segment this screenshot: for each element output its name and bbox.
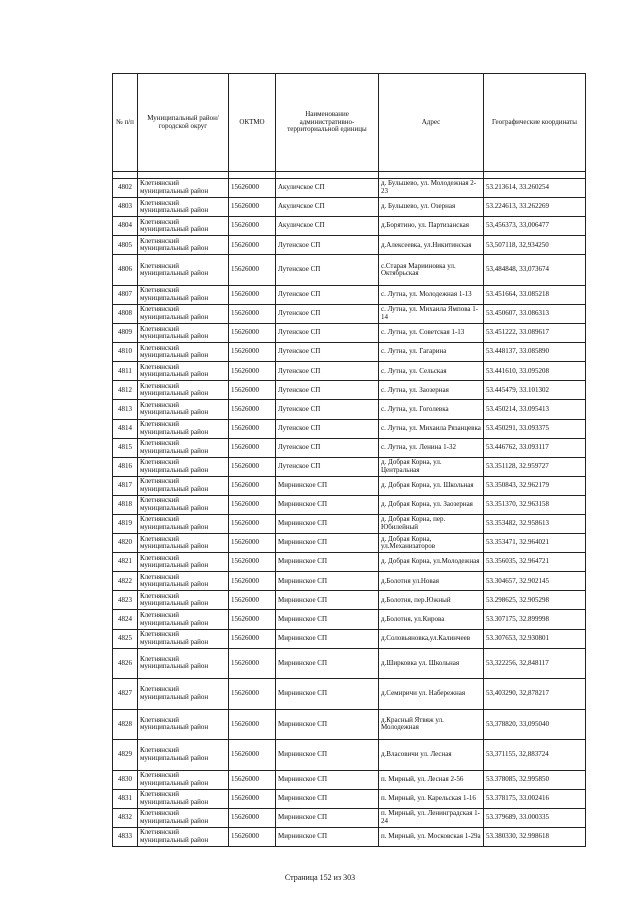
cell-municipal-district: Клетнянский муниципальный район [138, 476, 229, 495]
table-row [113, 534, 586, 553]
cell-address: д. Добрая Корна, ул. Школьная [379, 476, 484, 495]
cell-address: д. Добрая Корна, ул. Заозерная [379, 495, 484, 514]
cell-admin-unit: Мирнинское СП [276, 591, 379, 610]
cell-oktmo: 15626000 [229, 457, 276, 476]
cell-admin-unit: Лутенское СП [276, 304, 379, 323]
cell-address: д. Бульшево, ул. Молодежная 2-23 [379, 179, 484, 198]
cell-municipal-district: Клетнянский муниципальный район [138, 236, 229, 255]
cell-number: 4828 [113, 709, 138, 740]
cell-number: 4804 [113, 217, 138, 236]
cell-admin-unit: Мирнинское СП [276, 679, 379, 710]
cell-coordinates: 53,507118, 32,934250 [484, 236, 586, 255]
cell-number: 4809 [113, 324, 138, 343]
cell-coordinates: 53.353471, 32.964021 [484, 534, 586, 553]
cell-coordinates: 53.446762, 33.093117 [484, 438, 586, 457]
cell-oktmo: 15626000 [229, 236, 276, 255]
header-number: № п/п [113, 74, 138, 172]
cell-admin-unit: Мирнинское СП [276, 610, 379, 629]
cell-admin-unit: Мирнинское СП [276, 534, 379, 553]
cell-municipal-district: Клетнянский муниципальный район [138, 324, 229, 343]
cell-admin-unit: Мирнинское СП [276, 808, 379, 827]
cell-oktmo: 15626000 [229, 515, 276, 534]
cell-oktmo: 15626000 [229, 255, 276, 286]
table-row [113, 324, 586, 343]
cell-oktmo: 15626000 [229, 438, 276, 457]
cell-coordinates: 53.378085, 32.995850 [484, 770, 586, 789]
cell-admin-unit: Мирнинское СП [276, 770, 379, 789]
cell-coordinates: 53.445479, 33.101302 [484, 381, 586, 400]
table-row [113, 679, 586, 710]
table-row [113, 381, 586, 400]
cell-coordinates: 53.451664, 33.085218 [484, 285, 586, 304]
cell-oktmo: 15626000 [229, 381, 276, 400]
cell-coordinates: 53.224613, 33.262269 [484, 198, 586, 217]
cell-admin-unit: Лутенское СП [276, 457, 379, 476]
cell-oktmo: 15626000 [229, 179, 276, 198]
header-admin-unit: Наименование административно-территориальной единицы [276, 74, 379, 172]
cell-coordinates: 53.450291, 33.093375 [484, 419, 586, 438]
cell-number: 4823 [113, 591, 138, 610]
cell-admin-unit: Мирнинское СП [276, 476, 379, 495]
cell-admin-unit: Лутенское СП [276, 419, 379, 438]
cell-address: п. Мирный, ул. Ленинградская 1-24 [379, 808, 484, 827]
cell-admin-unit: Мирнинское СП [276, 648, 379, 679]
cell-oktmo: 15626000 [229, 198, 276, 217]
cell-admin-unit: Мирнинское СП [276, 495, 379, 514]
table-row [113, 343, 586, 362]
cell-number: 4816 [113, 457, 138, 476]
cell-number: 4813 [113, 400, 138, 419]
cell-coordinates: 53.356035, 32.964721 [484, 553, 586, 572]
cell-number: 4810 [113, 343, 138, 362]
cell-number: 4803 [113, 198, 138, 217]
cell-number: 4806 [113, 255, 138, 286]
cell-municipal-district: Клетнянский муниципальный район [138, 610, 229, 629]
cell-address: д.Болотня ул.Новая [379, 572, 484, 591]
cell-address: п. Мирный, ул. Лесная 2-56 [379, 770, 484, 789]
cell-coordinates: 53.351128, 32.959727 [484, 457, 586, 476]
table-row [113, 591, 586, 610]
table-row [113, 648, 586, 679]
cell-number: 4814 [113, 419, 138, 438]
cell-oktmo: 15626000 [229, 648, 276, 679]
cell-admin-unit: Мирнинское СП [276, 629, 379, 648]
header-coordinates: Географические координаты [484, 74, 586, 172]
cell-oktmo: 15626000 [229, 419, 276, 438]
cell-number: 4822 [113, 572, 138, 591]
table-row [113, 495, 586, 514]
table-row [113, 217, 586, 236]
table-row [113, 304, 586, 323]
cell-admin-unit: Мирнинское СП [276, 789, 379, 808]
cell-address: с. Лутна, ул. Гоголевка [379, 400, 484, 419]
cell-coordinates: 53.304657, 32.902145 [484, 572, 586, 591]
cell-coordinates: 53,484848, 33,073674 [484, 255, 586, 286]
cell-address: д.Болотня, пер.Южный [379, 591, 484, 610]
table-row [113, 572, 586, 591]
cell-coordinates: 53.451222, 33.089617 [484, 324, 586, 343]
cell-address: с. Лутна, ул. Молодежная 1-13 [379, 285, 484, 304]
cell-number: 4812 [113, 381, 138, 400]
cell-address: с. Лутна, ул. Заозерная [379, 381, 484, 400]
cell-number: 4818 [113, 495, 138, 514]
cell-oktmo: 15626000 [229, 304, 276, 323]
cell-address: д.Красный Ятвяж ул. Молодежная [379, 709, 484, 740]
cell-admin-unit: Мирнинское СП [276, 740, 379, 771]
cell-number: 4832 [113, 808, 138, 827]
header-oktmo: ОКТМО [229, 74, 276, 172]
cell-municipal-district: Клетнянский муниципальный район [138, 419, 229, 438]
table-row [113, 362, 586, 381]
cell-municipal-district: Клетнянский муниципальный район [138, 255, 229, 286]
cell-municipal-district: Клетнянский муниципальный район [138, 179, 229, 198]
cell-coordinates: 53,371155, 32,883724 [484, 740, 586, 771]
cell-address: д. Добрая Корна, ул.Механизаторов [379, 534, 484, 553]
cell-number: 4821 [113, 553, 138, 572]
cell-coordinates: 53.378175, 33.002416 [484, 789, 586, 808]
table-row [113, 198, 586, 217]
cell-admin-unit: Лутенское СП [276, 400, 379, 419]
cell-municipal-district: Клетнянский муниципальный район [138, 362, 229, 381]
cell-oktmo: 15626000 [229, 679, 276, 710]
table-row [113, 789, 586, 808]
table-row [113, 629, 586, 648]
cell-municipal-district: Клетнянский муниципальный район [138, 553, 229, 572]
page-number: Страница 152 из 303 [284, 873, 356, 882]
cell-coordinates: 53.450214, 33.095413 [484, 400, 586, 419]
cell-municipal-district: Клетнянский муниципальный район [138, 827, 229, 846]
cell-municipal-district: Клетнянский муниципальный район [138, 572, 229, 591]
cell-address: д. Добрая Корна, ул.Молодежная [379, 553, 484, 572]
cell-municipal-district: Клетнянский муниципальный район [138, 740, 229, 771]
table-header-row [113, 74, 586, 172]
table-row [113, 285, 586, 304]
cell-number: 4817 [113, 476, 138, 495]
cell-number: 4833 [113, 827, 138, 846]
cell-coordinates: 53.307175, 32.899998 [484, 610, 586, 629]
cell-municipal-district: Клетнянский муниципальный район [138, 438, 229, 457]
cell-address: д.Соловьяновка,ул.Калинчеев [379, 629, 484, 648]
cell-coordinates: 53.379689, 33.000335 [484, 808, 586, 827]
cell-number: 4815 [113, 438, 138, 457]
cell-address: д.Болотня, ул.Кирова [379, 610, 484, 629]
table-row [113, 457, 586, 476]
cell-oktmo: 15626000 [229, 709, 276, 740]
cell-coordinates: 53,378820, 33,095040 [484, 709, 586, 740]
cell-address: д.Власовичи ул. Лесная [379, 740, 484, 771]
cell-oktmo: 15626000 [229, 827, 276, 846]
table-row [113, 255, 586, 286]
cell-municipal-district: Клетнянский муниципальный район [138, 285, 229, 304]
cell-oktmo: 15626000 [229, 610, 276, 629]
cell-admin-unit: Лутенское СП [276, 381, 379, 400]
cell-municipal-district: Клетнянский муниципальный район [138, 304, 229, 323]
cell-municipal-district: Клетнянский муниципальный район [138, 770, 229, 789]
cell-address: д.Ширковка ул. Школьная [379, 648, 484, 679]
cell-coordinates: 53.450607, 33.086313 [484, 304, 586, 323]
table-row [113, 770, 586, 789]
cell-address: д. Добрая Корна, пер. Юбилейный [379, 515, 484, 534]
cell-number: 4830 [113, 770, 138, 789]
cell-address: с. Лутна, ул. Советская 1-13 [379, 324, 484, 343]
cell-address: п. Мирный, ул. Московская 1-29а [379, 827, 484, 846]
cell-oktmo: 15626000 [229, 629, 276, 648]
cell-coordinates: 53.441610, 33.095208 [484, 362, 586, 381]
cell-coordinates: 53.380330, 32.998618 [484, 827, 586, 846]
cell-address: с. Лутна, ул. Михаила Ямпова 1-14 [379, 304, 484, 323]
cell-municipal-district: Клетнянский муниципальный район [138, 629, 229, 648]
table-row [113, 476, 586, 495]
cell-number: 4820 [113, 534, 138, 553]
cell-coordinates: 53.213614, 33.260254 [484, 179, 586, 198]
cell-coordinates: 53.307653, 32.930801 [484, 629, 586, 648]
cell-address: с. Лутна, ул. Гагарина [379, 343, 484, 362]
cell-number: 4831 [113, 789, 138, 808]
cell-coordinates: 53,403290, 32,878217 [484, 679, 586, 710]
cell-municipal-district: Клетнянский муниципальный район [138, 381, 229, 400]
cell-admin-unit: Лутенское СП [276, 362, 379, 381]
cell-admin-unit: Лутенское СП [276, 285, 379, 304]
table-row [113, 740, 586, 771]
cell-number: 4819 [113, 515, 138, 534]
table-row [113, 419, 586, 438]
cell-coordinates: 53.351370, 32.963158 [484, 495, 586, 514]
cell-municipal-district: Клетнянский муниципальный район [138, 534, 229, 553]
header-municipal-district: Муниципальный район/городской округ [138, 74, 229, 172]
table-row [113, 610, 586, 629]
cell-admin-unit: Лутенское СП [276, 255, 379, 286]
cell-oktmo: 15626000 [229, 362, 276, 381]
table-row [113, 709, 586, 740]
cell-oktmo: 15626000 [229, 285, 276, 304]
cell-number: 4827 [113, 679, 138, 710]
cell-municipal-district: Клетнянский муниципальный район [138, 515, 229, 534]
cell-admin-unit: Мирнинское СП [276, 572, 379, 591]
cell-admin-unit: Лутенское СП [276, 343, 379, 362]
cell-address: с. Лутна, ул. Ленина 1-32 [379, 438, 484, 457]
table-row [113, 438, 586, 457]
cell-oktmo: 15626000 [229, 400, 276, 419]
cell-address: д. Бульшево, ул. Озерная [379, 198, 484, 217]
table-row [113, 236, 586, 255]
cell-address: д.Алексеевка, ул.Никитинская [379, 236, 484, 255]
cell-municipal-district: Клетнянский муниципальный район [138, 808, 229, 827]
cell-coordinates: 53.448137, 33.085890 [484, 343, 586, 362]
table-row [113, 179, 586, 198]
cell-coordinates: 53,322256, 32,848117 [484, 648, 586, 679]
address-register-table [112, 73, 586, 847]
cell-number: 4825 [113, 629, 138, 648]
cell-admin-unit: Лутенское СП [276, 236, 379, 255]
cell-number: 4829 [113, 740, 138, 771]
cell-number: 4811 [113, 362, 138, 381]
cell-oktmo: 15626000 [229, 770, 276, 789]
cell-oktmo: 15626000 [229, 495, 276, 514]
cell-number: 4808 [113, 304, 138, 323]
cell-admin-unit: Мирнинское СП [276, 827, 379, 846]
cell-oktmo: 15626000 [229, 789, 276, 808]
cell-address: д. Добрая Корна, ул. Центральная [379, 457, 484, 476]
cell-admin-unit: Акуличское СП [276, 179, 379, 198]
cell-coordinates: 53.353482, 32.958613 [484, 515, 586, 534]
cell-oktmo: 15626000 [229, 324, 276, 343]
cell-address: с. Лутна, ул. Михаила Рязанцевка [379, 419, 484, 438]
table-row [113, 553, 586, 572]
table-row [113, 808, 586, 827]
cell-municipal-district: Клетнянский муниципальный район [138, 789, 229, 808]
cell-oktmo: 15626000 [229, 343, 276, 362]
cell-municipal-district: Клетнянский муниципальный район [138, 400, 229, 419]
cell-admin-unit: Мирнинское СП [276, 515, 379, 534]
cell-number: 4802 [113, 179, 138, 198]
cell-address: д.Семиричи ул. Набережная [379, 679, 484, 710]
cell-oktmo: 15626000 [229, 591, 276, 610]
cell-admin-unit: Лутенское СП [276, 324, 379, 343]
cell-admin-unit: Акуличское СП [276, 198, 379, 217]
table-body [113, 172, 586, 847]
cell-municipal-district: Клетнянский муниципальный район [138, 198, 229, 217]
cell-coordinates: 53.350843, 32.962179 [484, 476, 586, 495]
table-row [113, 827, 586, 846]
cell-number: 4807 [113, 285, 138, 304]
cell-address: с. Лутна, ул. Сельская [379, 362, 484, 381]
cell-oktmo: 15626000 [229, 553, 276, 572]
header-address: Адрес [379, 74, 484, 172]
cell-municipal-district: Клетнянский муниципальный район [138, 679, 229, 710]
cell-number: 4826 [113, 648, 138, 679]
table-spacer-row [113, 172, 586, 179]
cell-oktmo: 15626000 [229, 217, 276, 236]
cell-number: 4824 [113, 610, 138, 629]
cell-oktmo: 15626000 [229, 534, 276, 553]
cell-admin-unit: Лутенское СП [276, 438, 379, 457]
cell-admin-unit: Мирнинское СП [276, 553, 379, 572]
cell-municipal-district: Клетнянский муниципальный район [138, 648, 229, 679]
cell-coordinates: 53,456373, 33,006477 [484, 217, 586, 236]
cell-number: 4805 [113, 236, 138, 255]
cell-oktmo: 15626000 [229, 808, 276, 827]
cell-oktmo: 15626000 [229, 572, 276, 591]
cell-admin-unit: Мирнинское СП [276, 709, 379, 740]
cell-coordinates: 53.298625, 32.905298 [484, 591, 586, 610]
cell-municipal-district: Клетнянский муниципальный район [138, 591, 229, 610]
cell-municipal-district: Клетнянский муниципальный район [138, 457, 229, 476]
cell-address: п. Мирный, ул. Карельская 1-16 [379, 789, 484, 808]
cell-municipal-district: Клетнянский муниципальный район [138, 709, 229, 740]
cell-address: с.Старая Марииновка ул. Октябрьская [379, 255, 484, 286]
table-row [113, 515, 586, 534]
cell-municipal-district: Клетнянский муниципальный район [138, 495, 229, 514]
cell-oktmo: 15626000 [229, 476, 276, 495]
cell-municipal-district: Клетнянский муниципальный район [138, 217, 229, 236]
cell-oktmo: 15626000 [229, 740, 276, 771]
cell-admin-unit: Акуличское СП [276, 217, 379, 236]
cell-municipal-district: Клетнянский муниципальный район [138, 343, 229, 362]
cell-address: д.Борятино, ул. Партизанская [379, 217, 484, 236]
table-row [113, 400, 586, 419]
